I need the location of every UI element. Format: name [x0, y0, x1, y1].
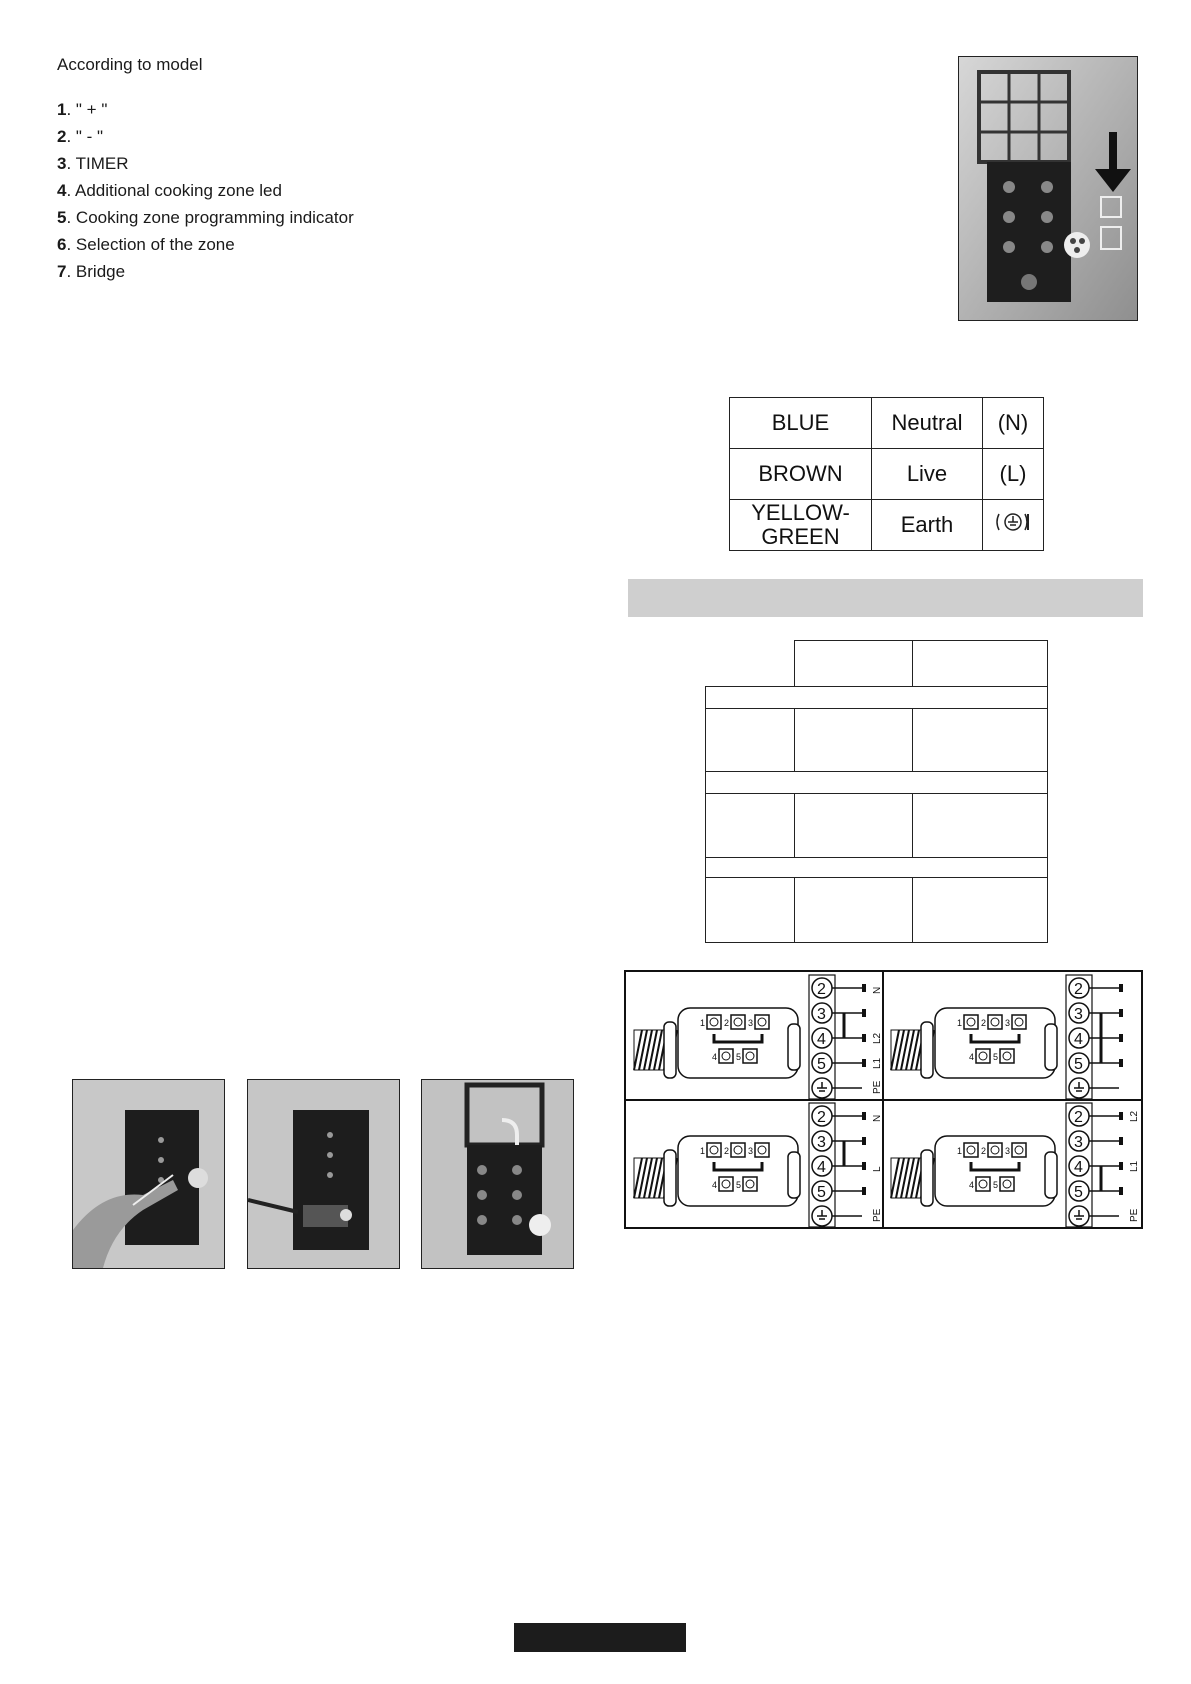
table-cell: [794, 877, 913, 943]
table-section-row: [705, 686, 1048, 709]
legend-item: 3. TIMER: [57, 154, 129, 173]
bridge-number: 3: [748, 1018, 754, 1028]
terminal-label: L1: [872, 1057, 883, 1069]
terminal-number: 4: [1074, 1031, 1083, 1048]
terminal-block-drawing: [959, 57, 1137, 320]
screw-icon: [988, 1015, 1002, 1029]
bridge-number: 5: [736, 1052, 742, 1062]
control-legend: [57, 96, 354, 285]
screw-icon: [743, 1049, 757, 1063]
screw-icon: [719, 1177, 733, 1191]
cable-role: Earth: [872, 500, 983, 551]
cable-color-table: [729, 397, 1044, 551]
table-cell: [705, 793, 795, 858]
screw-icon: [755, 1015, 769, 1029]
screw-icon: [731, 1143, 745, 1157]
wiring-diagram-drawing: [626, 972, 1141, 1227]
cable-role: Neutral: [872, 398, 983, 449]
terminal-number: 2: [817, 981, 826, 998]
bridge-number: 1: [700, 1146, 706, 1156]
table-row: [730, 398, 1044, 449]
terminal-photo-3: [421, 1079, 574, 1269]
cable-symbol: (L): [983, 449, 1044, 500]
terminal-label: L1: [1129, 1160, 1140, 1172]
terminal-label: L2: [872, 1032, 883, 1044]
table-cell: [912, 793, 1048, 858]
photo-drawing: [73, 1080, 224, 1268]
cable-clamp: [921, 1022, 933, 1078]
legend-item: 5. Cooking zone programming indicator: [57, 208, 354, 227]
cable-clamp: [921, 1150, 933, 1206]
wiring-panel: [891, 1103, 1140, 1227]
terminal-number: 2: [1074, 1109, 1083, 1126]
bridge-number: 3: [748, 1146, 754, 1156]
earth-icon: [983, 500, 1044, 551]
legend-item: 6. Selection of the zone: [57, 235, 235, 254]
terminal-label: PE: [872, 1208, 883, 1222]
screw-icon: [1012, 1143, 1026, 1157]
terminal-label: PE: [1129, 1208, 1140, 1222]
screw-icon: [743, 1177, 757, 1191]
bridge-number: 1: [957, 1018, 963, 1028]
terminal-number: 5: [817, 1184, 826, 1201]
terminal-block-photo: [958, 56, 1138, 321]
table-cell: [912, 877, 1048, 943]
table-cell: [794, 708, 913, 772]
section-header-band: [628, 579, 1143, 617]
terminal-number: 3: [1074, 1134, 1083, 1151]
bridge-number: 5: [993, 1180, 999, 1190]
wiring-panel: [634, 975, 883, 1099]
table-row: [730, 500, 1044, 551]
table-cell: [794, 793, 913, 858]
legend-item: 4. Additional cooking zone led: [57, 181, 282, 200]
cable-role: Live: [872, 449, 983, 500]
table-section-row: [705, 857, 1048, 878]
wiring-panel: [891, 975, 1123, 1099]
bridge-number: 1: [957, 1146, 963, 1156]
photo-drawing: [422, 1080, 573, 1268]
screw-icon: [731, 1015, 745, 1029]
screw-icon: [755, 1143, 769, 1157]
cable-color: YELLOW- GREEN: [730, 500, 872, 551]
terminal-number: 5: [1074, 1056, 1083, 1073]
terminal-label: L2: [1129, 1110, 1140, 1122]
bridge-number: 5: [736, 1180, 742, 1190]
bridge-number: 4: [712, 1180, 718, 1190]
cable-color: BLUE: [730, 398, 872, 449]
screw-icon: [719, 1049, 733, 1063]
bridge-number: 2: [981, 1018, 987, 1028]
terminal-number: 3: [817, 1134, 826, 1151]
terminal-number: 4: [817, 1159, 826, 1176]
bridge-number: 3: [1005, 1146, 1011, 1156]
terminal-number: 2: [1074, 981, 1083, 998]
terminal-label: N: [872, 1114, 883, 1122]
terminal-number: 5: [817, 1056, 826, 1073]
intro-text: According to model: [57, 55, 203, 74]
terminal-label: N: [872, 986, 883, 994]
terminal-number: 3: [817, 1006, 826, 1023]
screw-icon: [1000, 1049, 1014, 1063]
bridge-number: 3: [1005, 1018, 1011, 1028]
terminal-label: L: [872, 1166, 883, 1172]
terminal-number: 2: [817, 1109, 826, 1126]
cable-color: BROWN: [730, 449, 872, 500]
wiring-diagrams: [624, 970, 1143, 1229]
table-cell: [912, 708, 1048, 772]
screw-icon: [707, 1143, 721, 1157]
terminal-number: 4: [817, 1031, 826, 1048]
photo-drawing: [248, 1080, 399, 1268]
screw-icon: [988, 1143, 1002, 1157]
table-cell: [705, 708, 795, 772]
bridge-number: 2: [724, 1146, 730, 1156]
cable-symbol: (N): [983, 398, 1044, 449]
table-section-row: [705, 771, 1048, 794]
bridge-number: 4: [969, 1052, 975, 1062]
bridge-number: 1: [700, 1018, 706, 1028]
screw-icon: [964, 1143, 978, 1157]
screw-icon: [976, 1177, 990, 1191]
legend-item: 2. " - ": [57, 127, 104, 146]
terminal-photo-1: [72, 1079, 225, 1269]
table-row: [730, 449, 1044, 500]
terminal-photo-2: [247, 1079, 400, 1269]
bridge-number: 2: [724, 1018, 730, 1028]
table-cell: [705, 877, 795, 943]
cable-clamp: [664, 1022, 676, 1078]
bridge-number: 4: [712, 1052, 718, 1062]
cable-clamp: [664, 1150, 676, 1206]
bridge-number: 4: [969, 1180, 975, 1190]
terminal-number: 4: [1074, 1159, 1083, 1176]
terminal-number: 5: [1074, 1184, 1083, 1201]
terminal-number: 3: [1074, 1006, 1083, 1023]
screw-icon: [1000, 1177, 1014, 1191]
screw-icon: [976, 1049, 990, 1063]
legend-item: 7. Bridge: [57, 262, 126, 281]
table-header-cell: [794, 640, 913, 687]
screw-icon: [707, 1015, 721, 1029]
terminal-label: PE: [872, 1080, 883, 1094]
screw-icon: [964, 1015, 978, 1029]
bridge-number: 5: [993, 1052, 999, 1062]
wiring-panel: [634, 1103, 883, 1227]
table-header-cell: [912, 640, 1048, 687]
footer-page-bar: [514, 1623, 686, 1652]
bridge-number: 2: [981, 1146, 987, 1156]
screw-icon: [1012, 1015, 1026, 1029]
legend-item: 1. " + ": [57, 100, 108, 119]
